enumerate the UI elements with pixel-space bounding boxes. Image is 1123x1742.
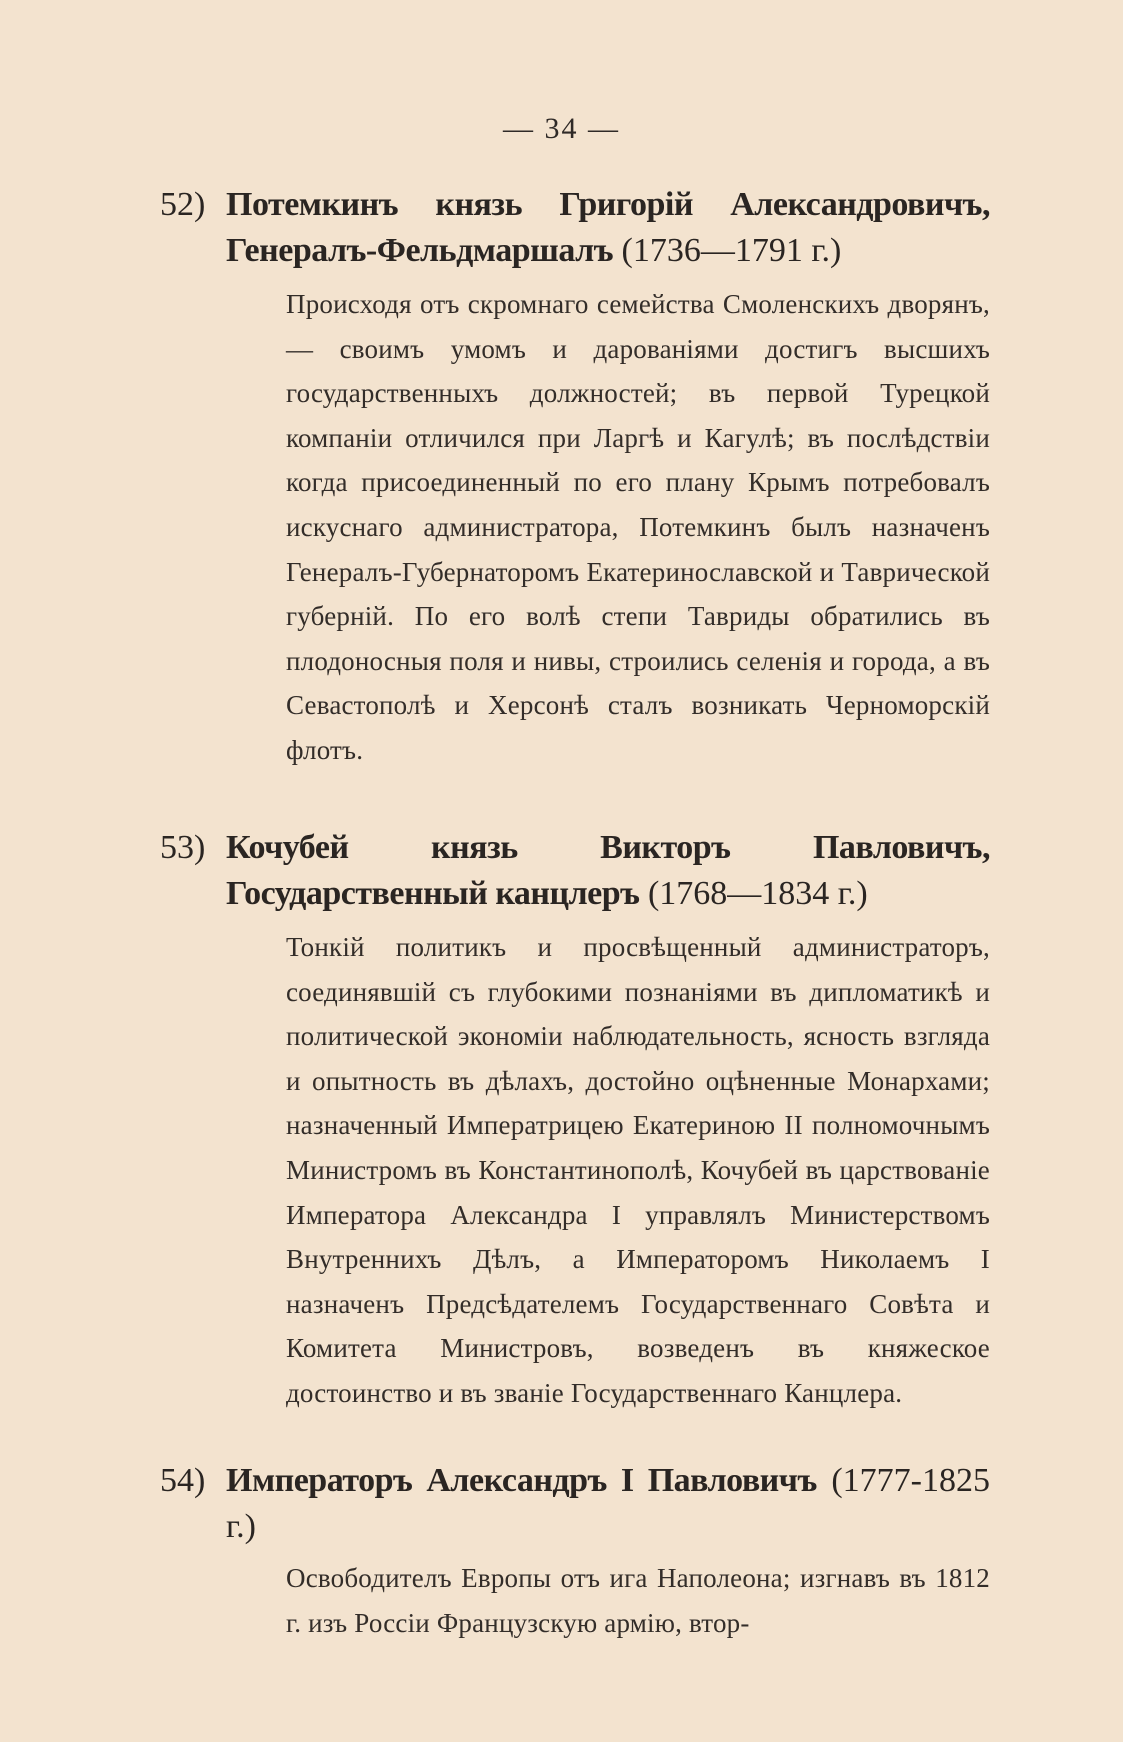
entry-name: Потемкинъ князь Григорій Александровичъ, Генералъ-Фельдмаршалъ xyxy=(226,186,990,269)
entry-heading xyxy=(160,1458,990,1550)
entry-dates: (1777-1825 г.) xyxy=(226,1462,991,1545)
entry-54 xyxy=(160,1458,990,1645)
entry-number: 53) xyxy=(160,829,206,866)
entry-text: Происходя отъ скромнаго семейства Смоленскихъ дворянъ, — своимъ умомъ и дарованіями достигъ высшихъ государственныхъ должностей; въ первой Турецкой компаніи отличился при Ларгѣ и Кагулѣ; въ послѣдствіи когда присоединенный по его плану Крымъ потребовалъ искуснаго администратора, Потемкинъ былъ назначенъ Генералъ-Губернаторомъ Екатеринославской и Таврической губерній. По его волѣ степи Тавриды обратились въ плодоносныя поля и нивы, строились селенія и города, а въ Севастополѣ и Херсонѣ сталъ возникать Черноморскій флотъ. xyxy=(286,289,990,765)
entry-53 xyxy=(160,825,990,1416)
entry-heading xyxy=(160,182,990,274)
entry-name: Императоръ Александръ I Павловичъ xyxy=(226,1462,817,1499)
entry-text: Освободителъ Европы отъ ига Наполеона; изгнавъ въ 1812 г. изъ Россіи Французскую армію, втор- xyxy=(286,1563,990,1638)
entry-52 xyxy=(160,182,990,773)
page-number: — 34 — xyxy=(503,112,620,145)
entry-dates: (1768—1834 г.) xyxy=(647,875,868,912)
entry-name: Кочубей князь Викторъ Павловичъ, Государственный канцлеръ xyxy=(226,829,990,912)
entry-dates: (1736—1791 г.) xyxy=(621,232,842,269)
entry-number: 54) xyxy=(160,1462,206,1499)
entry-text: Тонкій политикъ и просвѣщенный администраторъ, соединявшій съ глубокими познаніями въ дипломатикѣ и политической экономіи наблюдательность, ясность взгляда и опытность въ дѣлахъ, достойно оцѣненные Монархами; назначенный Императрицею Екатериною II полномочнымъ Министромъ въ Константинополѣ, Кочубей въ царствованіе Императора Александра I управлялъ Министерствомъ Внутреннихъ Дѣлъ, а Императоромъ Николаемъ I назначенъ Предсѣдателемъ Государственнаго Совѣта и Комитета Министровъ, возведенъ въ княжеское достоинство и въ званіе Государственнаго Канцлера. xyxy=(286,932,990,1408)
entry-number: 52) xyxy=(160,186,206,223)
entry-heading xyxy=(160,825,990,917)
